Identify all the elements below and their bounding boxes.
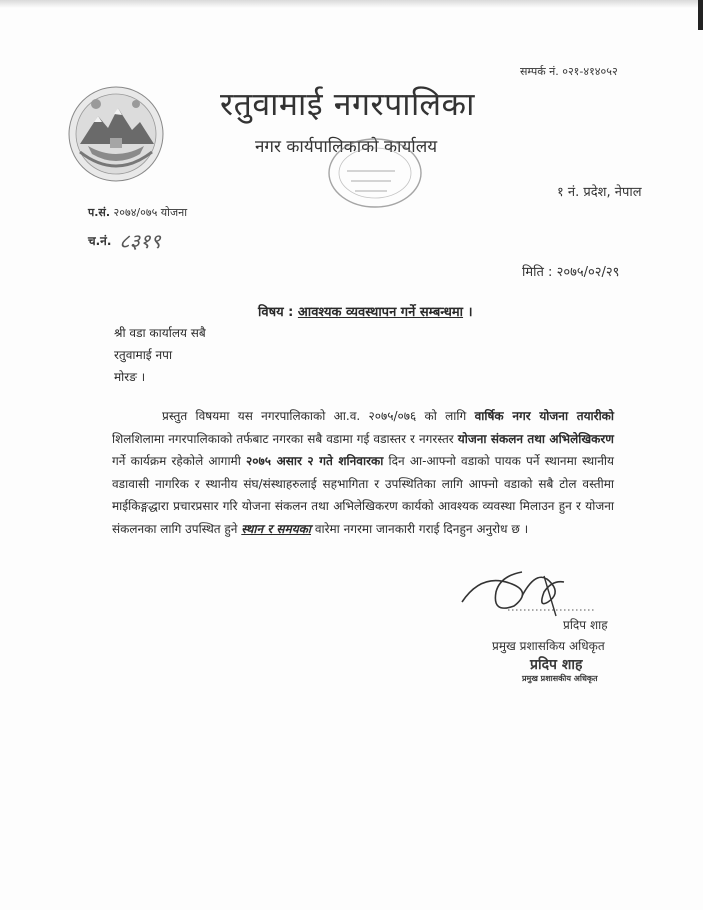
signatory-stamp-name: प्रदिप शाह <box>530 657 583 673</box>
body-text-4: दिन आ-आफ्नो वडाको पायक पर्ने स्थानमा स्थानीय वडावासी नागरिक र स्थानीय संघ/संस्थाहरुलाई सहभागिता र उपस्थितिका लागि आफ्नो वडाको सबै टोल वस्तीमा माईकिङ्गद्धारा प्रचारप्रसार गरि योजना संकलन तथा अभिलेखिकरण कार्यको आवश्यक व्यवस्था मिलाउन हुन र योजना संकलनका लागि उपस्थित हुने <box>112 454 614 536</box>
body-emphasis: स्थान र समयका <box>241 521 311 536</box>
body-text-2: शिलशिलामा नगरपालिकाको तर्फबाट नगरका सबै वडामा गई वडास्तर र नगरस्तर <box>112 431 458 446</box>
subject-text: आवश्यक व्यवस्थापन गर्ने सम्बन्धमा <box>297 305 464 320</box>
body-text-1: प्रस्तुत विषयमा यस नगरपालिकाको आ.व. २०७५/०७६ को लागि <box>162 409 475 423</box>
subject-end: । <box>467 305 473 320</box>
body-text-3: गर्ने कार्यक्रम रहेकोले आगामी <box>112 454 247 468</box>
reference-label: प.सं. <box>88 206 111 219</box>
nepal-emblem-logo <box>66 84 166 184</box>
reference-number <box>88 205 187 220</box>
addressee-line-1: श्री वडा कार्यालय सबै <box>114 326 206 340</box>
letter-body <box>112 405 614 540</box>
reference-value: २०७४/०७५ योजना <box>113 206 188 219</box>
municipality-title: रतुवामाई नगरपालिका <box>220 85 475 123</box>
contact-number: सम्पर्क नं. ०२१-४१४०५२ <box>520 65 618 78</box>
signatory-stamp-designation: प्रमुख प्रशासकीय अधिकृत <box>522 674 598 683</box>
chalani-handwritten-value: ८३१९ <box>119 229 161 253</box>
province-label: १ नं. प्रदेश, नेपाल <box>557 185 642 200</box>
chalani-label: च.नं. <box>88 234 112 248</box>
scan-right-edge <box>698 0 703 30</box>
subject-label: विषय : <box>258 305 294 320</box>
body-bold-1: वार्षिक नगर योजना तयारीको <box>474 409 614 423</box>
signatory-name: प्रदिप शाह <box>563 618 608 632</box>
office-seal-stamp <box>325 135 425 217</box>
addressee-line-3: मोरङ । <box>114 370 146 384</box>
subject-line <box>258 302 473 320</box>
signatory-designation: प्रमुख प्रशासकिय अधिकृत <box>492 639 605 653</box>
body-bold-2: योजना संकलन तथा अभिलेखिकरण <box>457 431 614 446</box>
chalani-number <box>88 224 161 251</box>
signature-handwritten <box>452 562 602 622</box>
body-bold-3: २०७५ असार २ गते शनिवारका <box>246 454 384 468</box>
letter-date: मिति : २०७५/०२/२९ <box>522 265 620 280</box>
office-subtitle: नगर कार्यपालिकाको कार्यालय <box>255 137 438 157</box>
scan-top-edge <box>0 0 703 8</box>
body-text-5: वारेमा नगरमा जानकारी गराई दिनहुन अनुरोध छ । <box>311 521 529 536</box>
addressee-line-2: रतुवामाई नपा <box>114 348 173 362</box>
